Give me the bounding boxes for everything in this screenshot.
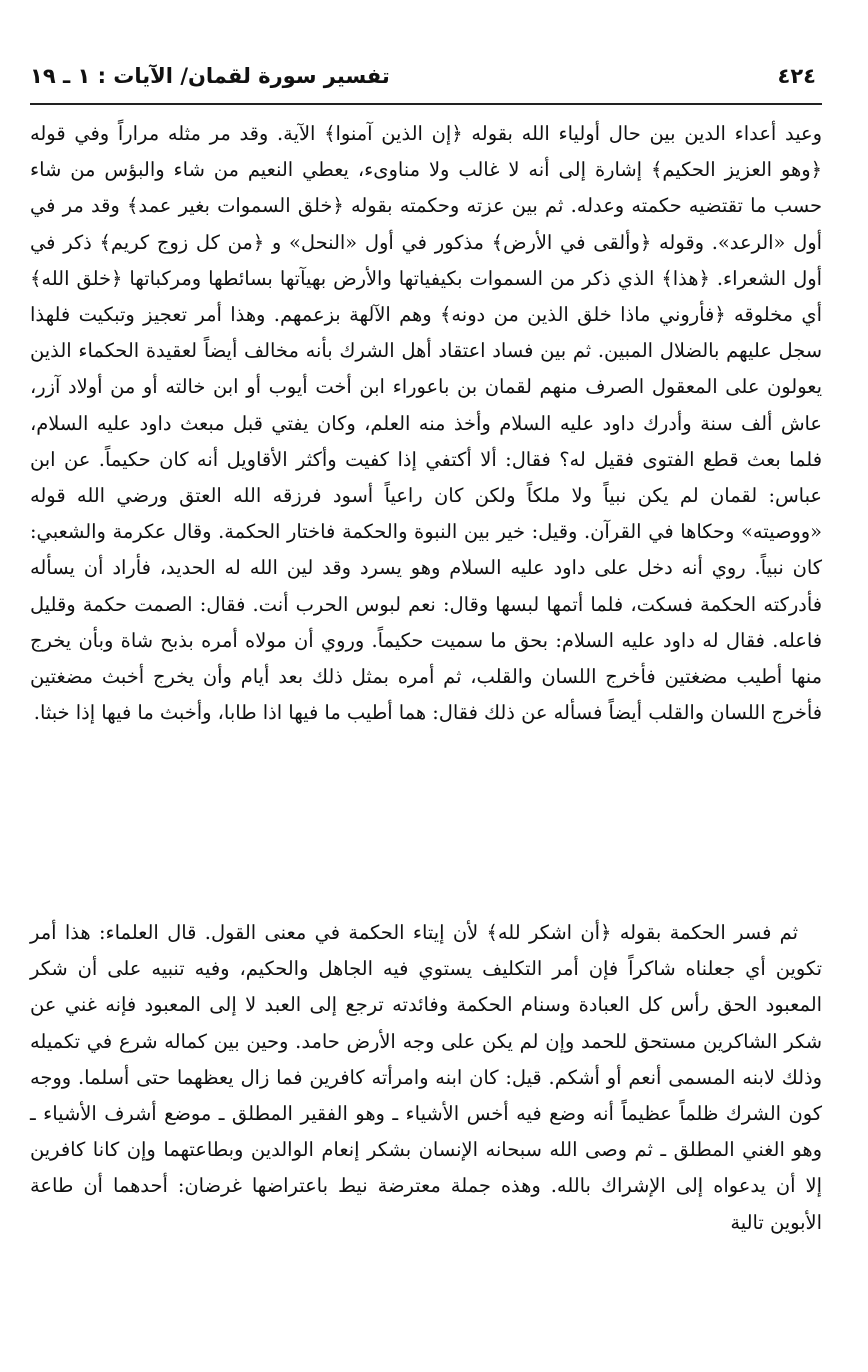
paragraph-text: وعيد أعداء الدين بين حال أولياء الله بقوله ﴿إن الذين آمنوا﴾ الآية. وقد مر مثله مراراً وفي قوله ﴿وهو العزيز الحكيم﴾ إشارة إلى أنه لا غالب ولا مناوىء، يعطي النعيم من شاء والبؤس من شاء حسب ما تقتضيه حكمته وعدله. ثم بين عزته وحكمته بقوله ﴿خلق السموات بغير عمد﴾ وقد مر في أول «الرعد». وقوله ﴿وألقى في الأرض﴾ مذكور في أول «النحل» و ﴿من كل زوج كريم﴾ ذكر في أول الشعراء. ﴿هذا﴾ الذي ذكر من السموات بكيفياتها والأرض بهيآتها بسائطها ومركباتها ﴿خلق الله﴾ أي مخلوقه ﴿فأروني ماذا خلق الذين من دونه﴾ وهم الآلهة بزعمهم. وهذا أمر تعجيز وتبكيت فلهذا سجل عليهم بالضلال المبين. ثم بين فساد اعتقاد أهل الشرك بأنه مخالف أيضاً لعقيدة الحكماء الذين يعولون على المعقول الصرف منهم لقمان بن باعوراء ابن أخت أيوب أو ابن خالته أو من أولاد آزر، عاش ألف سنة وأدرك داود عليه السلام وأخذ منه العلم، وكان يفتي قبل مبعث داود عليه السلام، فلما بعث قطع الفتوى فقيل له؟ فقال: ألا أكتفي إذا كفيت وأكثر الأقاويل أنه كان حكيماً. عن ابن عباس: لقمان لم يكن نبياً ولا ملكاً ولكن كان راعياً أسود فرزقه الله العتق ورضي الله قوله «ووصيته» وحكاها في القرآن. وقيل: خير بين النبوة والحكمة فاختار الحكمة. وقال عكرمة والشعبي: كان نبياً. روي أنه دخل على داود عليه السلام وهو يسرد وقد لين الله له الحديد، فأراد أن يسأله فأدركته الحكمة فسكت، فلما أتمها لبسها وقال: نعم لبوس الحرب أنت. فقال: الصمت حكمة وقليل فاعله. فقال له داود عليه السلام: بحق ما سميت حكيماً. وروي أن مولاه أمره بذبح شاة وبأن يخرج منها أطيب مضغتين فأخرج اللسان والقلب، ثم أمره بمثل ذلك بعد أيام وأن يخرج أخبث مضغتين فأخرج اللسان والقلب أيضاً فسأله عن ذلك فقال: هما أطيب ما فيها اذا طابا، وأخبث ما فيها إذا خبثا. [30,122,822,725]
running-title: تفسير سورة لقمان/ الآيات : ١ ـ ١٩ [30,64,390,88]
paragraph-text: ثم فسر الحكمة بقوله ﴿أن اشكر لله﴾ لأن إيتاء الحكمة في معنى القول. قال العلماء: هذا أمر تكوين أي جعلناه شاكراً فإن أمر التكليف يستوي فيه الجاهل والحكيم، وفيه تنبيه على أن شكر المعبود الحق رأس كل العبادة وسنام الحكمة وفائدته ترجع إلى العبد لا إلى المعبود فإنه غني عن شكر الشاكرين مستحق للحمد وإن لم يكن على وجه الأرض حامد. وحين بين كماله شرع في تكميله وذلك لابنه المسمى أنعم أو أشكم. قيل: كان ابنه وامرأته كافرين فما زال يعظهما حتى أسلما. ووجه كون الشرك ظلماً عظيماً أنه وضع فيه أخس الأشياء ـ وهو الفقير المطلق ـ موضع أشرف الأشياء ـ وهو الغني المطلق ـ ثم وصى الله سبحانه الإنسان بشكر إنعام الوالدين وبطاعتهما وإن كانا كافرين إلا أن يدعواه إلى الإشراك بالله. وهذه جملة معترضة نيط باعتراضها غرضان: أحدهما أن طاعة الأبوين تالية [30,921,822,1234]
paragraph-1 [30,116,822,731]
page-number: ٤٢٤ [777,64,816,88]
header-divider [30,103,822,105]
paragraph-2 [30,915,822,1241]
page-header [30,62,822,96]
